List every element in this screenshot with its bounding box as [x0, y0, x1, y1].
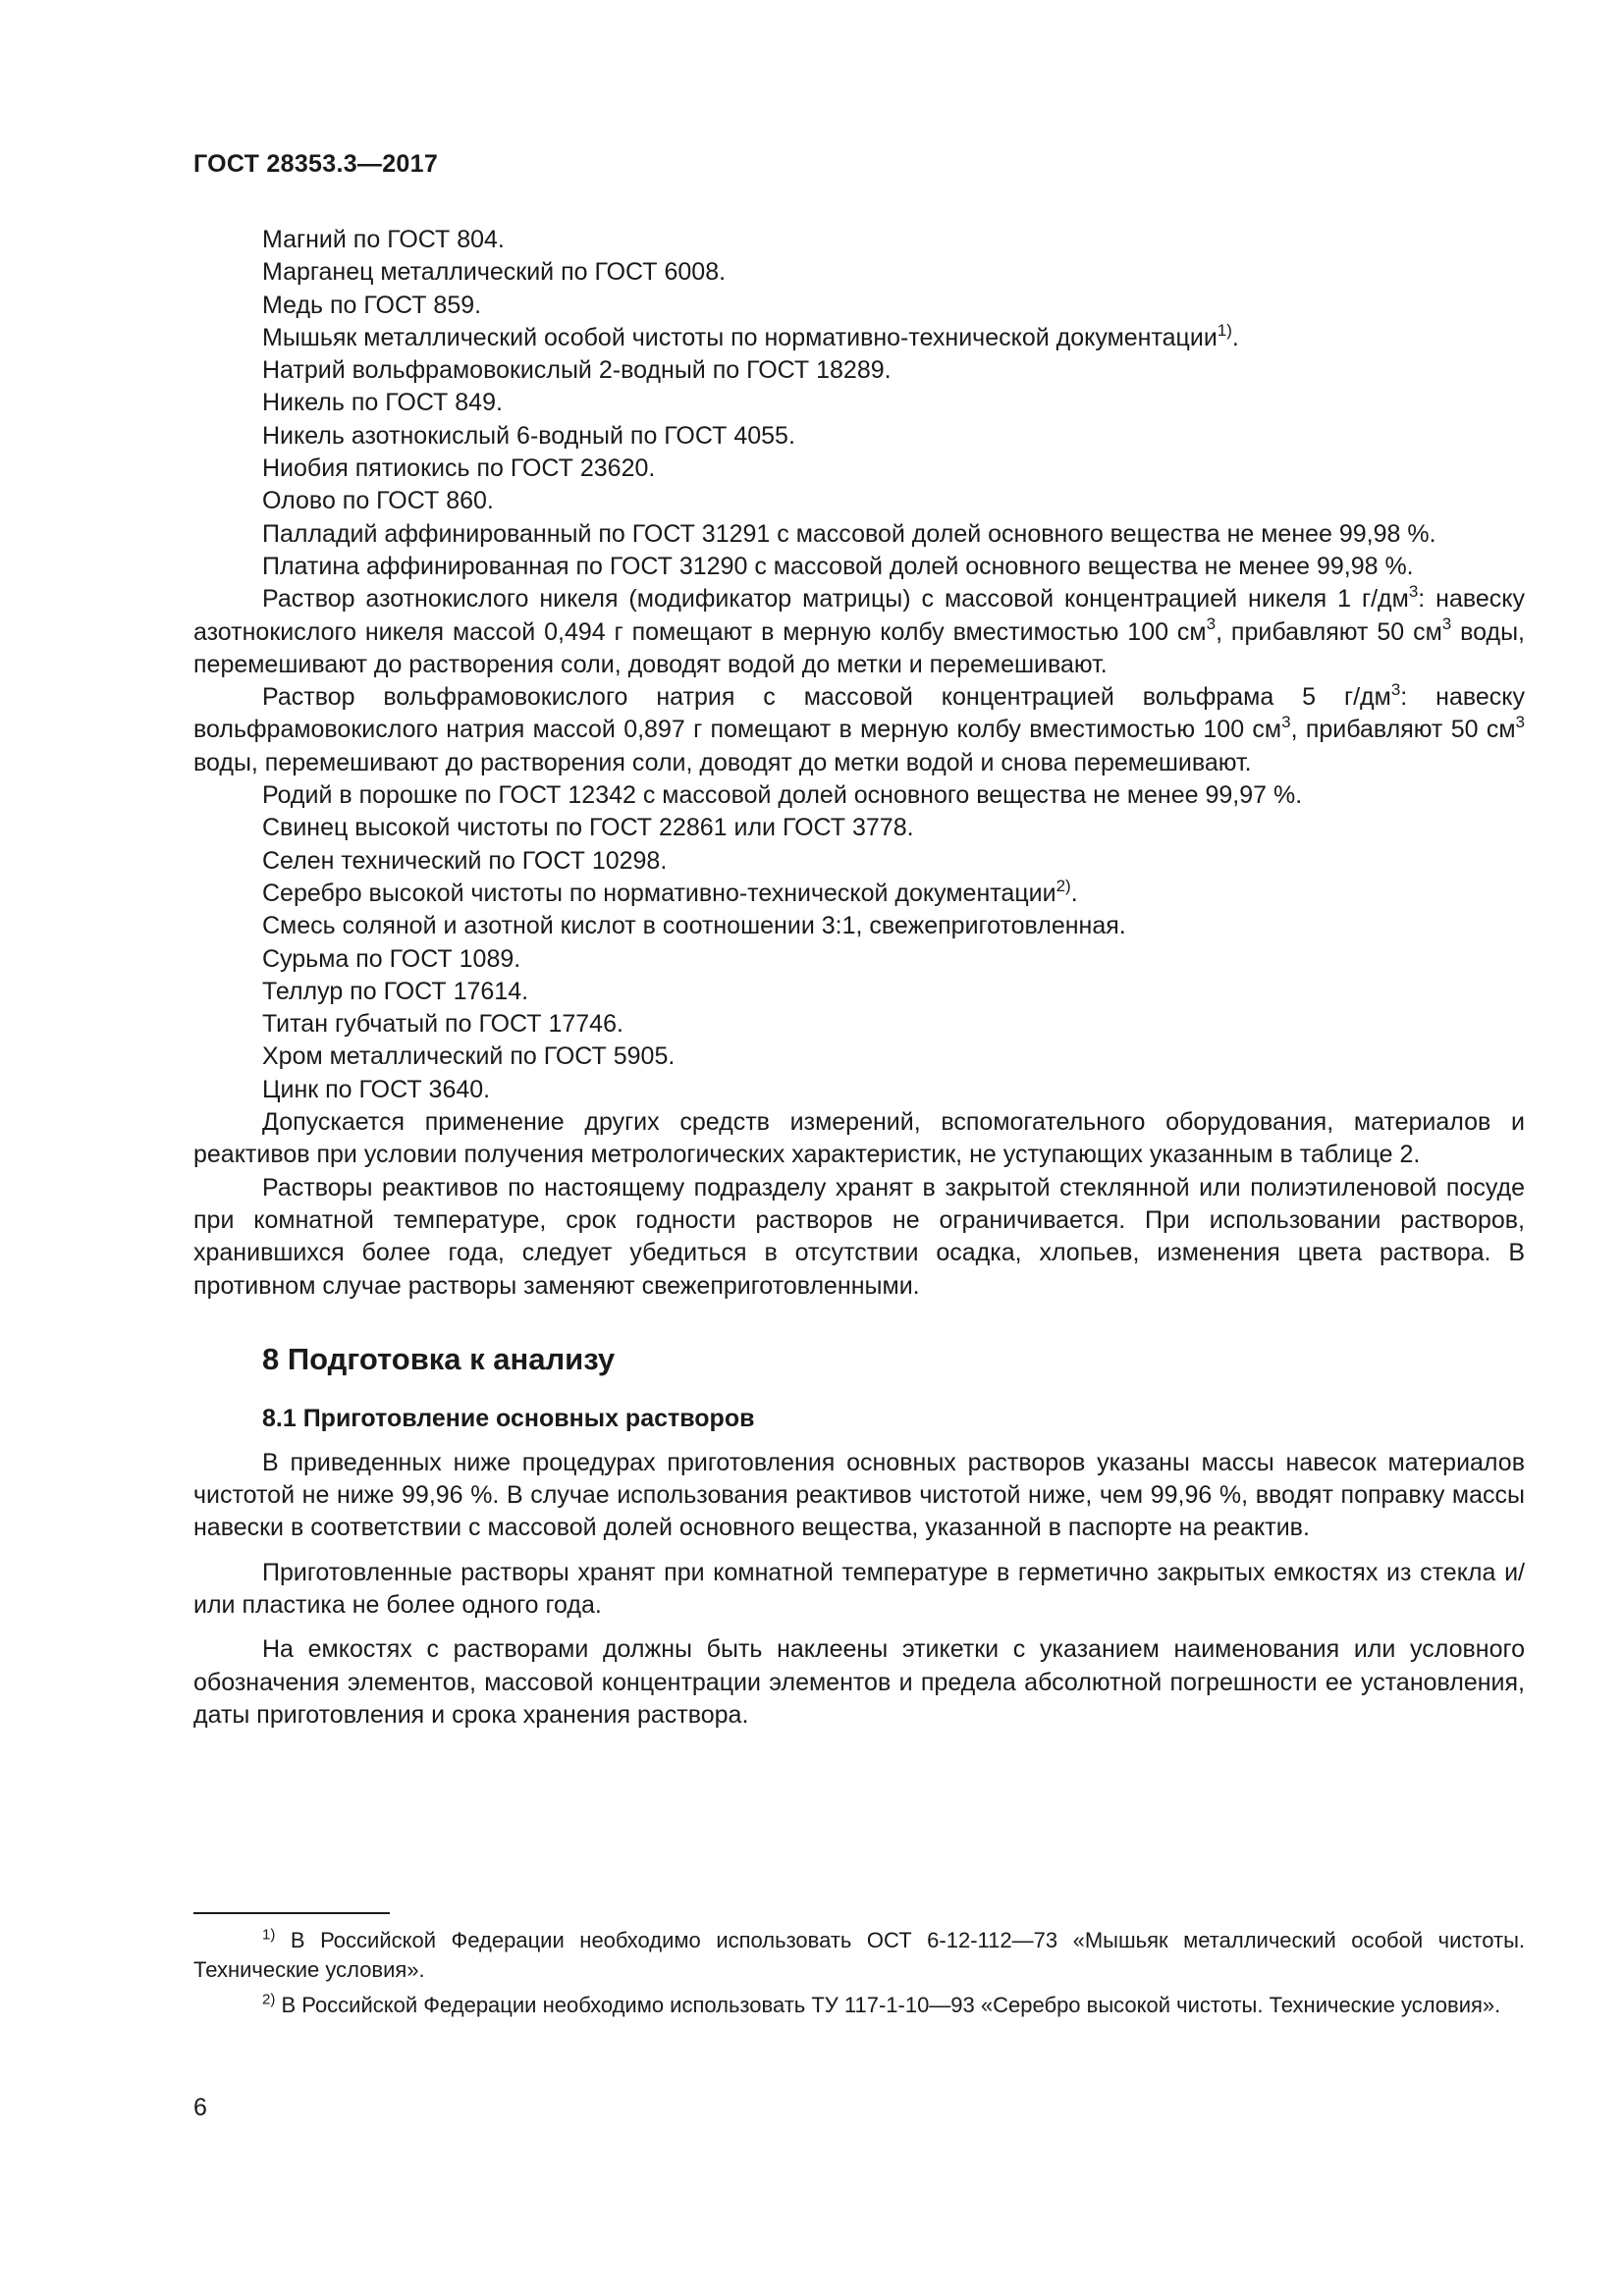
footnote-divider — [193, 1912, 390, 1914]
list-item: Сурьма по ГОСТ 1089. — [262, 944, 521, 973]
list-item: Палладий аффинированный по ГОСТ 31291 с массовой долей основного вещества не менее 99,98 %. — [262, 519, 1436, 548]
paragraph: Растворы реактивов по настоящему подразделу хранят в закрытой стеклянной или полиэтиленовой посуде при комнатной температуре, срок годности растворов не ограничивается. При использовании растворов, хранившихся более года, следует убедиться в отсутствии осадка, хлопьев, изменения цвета раствора. В противном случае растворы заменяют свежеприготовленными. — [193, 1173, 1525, 1300]
list-item: Натрий вольфрамовокислый 2-водный по ГОСТ 18289. — [262, 356, 892, 385]
list-item: Магний по ГОСТ 804. — [262, 226, 505, 253]
paragraph: В приведенных ниже процедурах приготовления основных растворов указаны массы навесок материалов чистотой не ниже 99,96 %. В случае использования реактивов чистотой ниже, чем 99,96 %, вводят поправку массы навески в соответствии с массовой долей основного вещества, указанной в паспорте на реактив. — [193, 1448, 1525, 1542]
subsection-heading: 8.1 Приготовление основных растворов — [262, 1404, 755, 1432]
list-item: Ниобия пятиокись по ГОСТ 23620. — [262, 454, 656, 483]
list-item: Никель азотнокислый 6-водный по ГОСТ 4055. — [262, 421, 795, 450]
list-item: Никель по ГОСТ 849. — [262, 389, 503, 417]
list-item: Серебро высокой чистоты по нормативно-технической документации$^{2)}$. — [262, 876, 1078, 907]
list-item: Теллур по ГОСТ 17614. — [262, 977, 529, 1005]
list-item: Свинец высокой чистоты по ГОСТ 22861 или ГОСТ 3778. — [262, 814, 914, 842]
list-item: Родий в порошке по ГОСТ 12342 с массовой долей основного вещества не менее 99,97 %. — [262, 781, 1303, 810]
list-item: Марганец металлический по ГОСТ 6008. — [262, 258, 727, 287]
footnote-ref-2[interactable]: 2) — [1056, 876, 1071, 895]
list-item: Мышьяк металлический особой чистоты по нормативно-технической документации$^{1)}$. — [262, 320, 1239, 351]
list-item: Селен технический по ГОСТ 10298. — [262, 846, 668, 875]
list-item: Медь по ГОСТ 859. — [262, 291, 482, 319]
paragraph: На емкостях с растворами должны быть наклеены этикетки с указанием наименования или условного обозначения элементов, массовой концентрации элементов и предела абсолютной погрешности ее установления, даты приготовления и срока хранения раствора. — [193, 1635, 1525, 1729]
list-item: Олово по ГОСТ 860. — [262, 487, 494, 515]
main-text — [193, 224, 1525, 1732]
list-item: Раствор азотнокислого никеля (модификатор матрицы) с массовой концентрацией никеля 1 $г/дм^3$: навеску азотнокислого никеля массой 0,494 г помещают в мерную колбу вместимостью 100 $см^3$, прибавляют 50 $см^3$ воды, перемешивают до растворения соли, доводят водой до метки и перемешивают. — [193, 581, 1525, 678]
footnotes — [193, 1926, 1525, 2026]
list-item: Платина аффинированная по ГОСТ 31290 с массовой долей основного вещества не менее 99,98 %. — [262, 552, 1414, 580]
document-header: ГОСТ 28353.3—2017 — [193, 150, 439, 178]
section-heading: 8 Подготовка к анализу — [262, 1341, 616, 1376]
list-item: Хром металлический по ГОСТ 5905. — [262, 1042, 676, 1071]
list-item: Смесь соляной и азотной кислот в соотношении 3:1, свежеприготовленная. — [262, 912, 1126, 940]
list-item: Титан губчатый по ГОСТ 17746. — [262, 1010, 623, 1039]
footnote-ref-1[interactable]: 1) — [1217, 320, 1232, 340]
page-number: 6 — [193, 2094, 207, 2121]
footnote: $^{2)}$ В Российской Федерации необходимо использовать ТУ 117-1-10—93 «Серебро высокой чистоты. Технические условия». — [262, 1991, 1501, 2017]
list-item: Раствор вольфрамовокислого натрия с массовой концентрацией вольфрама 5 $г/дм^3$: навеску вольфрамовокислого натрия массой 0,897 г помещают в мерную колбу вместимостью 100 $см^3$, прибавляют 50 $см^3$ воды, перемешивают до растворения соли, доводят до метки водой и снова перемешивают. — [193, 679, 1525, 776]
footnote: $^{1)}$ В Российской Федерации необходимо использовать ОСТ 6-12-112—73 «Мышьяк металлический особой чистоты. Технические условия». — [193, 1926, 1525, 1982]
paragraph: Допускается применение других средств измерений, вспомогательного оборудования, материалов и реактивов при условии получения метрологических характеристик, не уступающих указанным в таблице 2. — [193, 1108, 1525, 1169]
list-item: Цинк по ГОСТ 3640. — [262, 1075, 491, 1103]
paragraph: Приготовленные растворы хранят при комнатной температуре в герметично закрытых емкостях из стекла и/или пластика не более одного года. — [193, 1558, 1525, 1619]
